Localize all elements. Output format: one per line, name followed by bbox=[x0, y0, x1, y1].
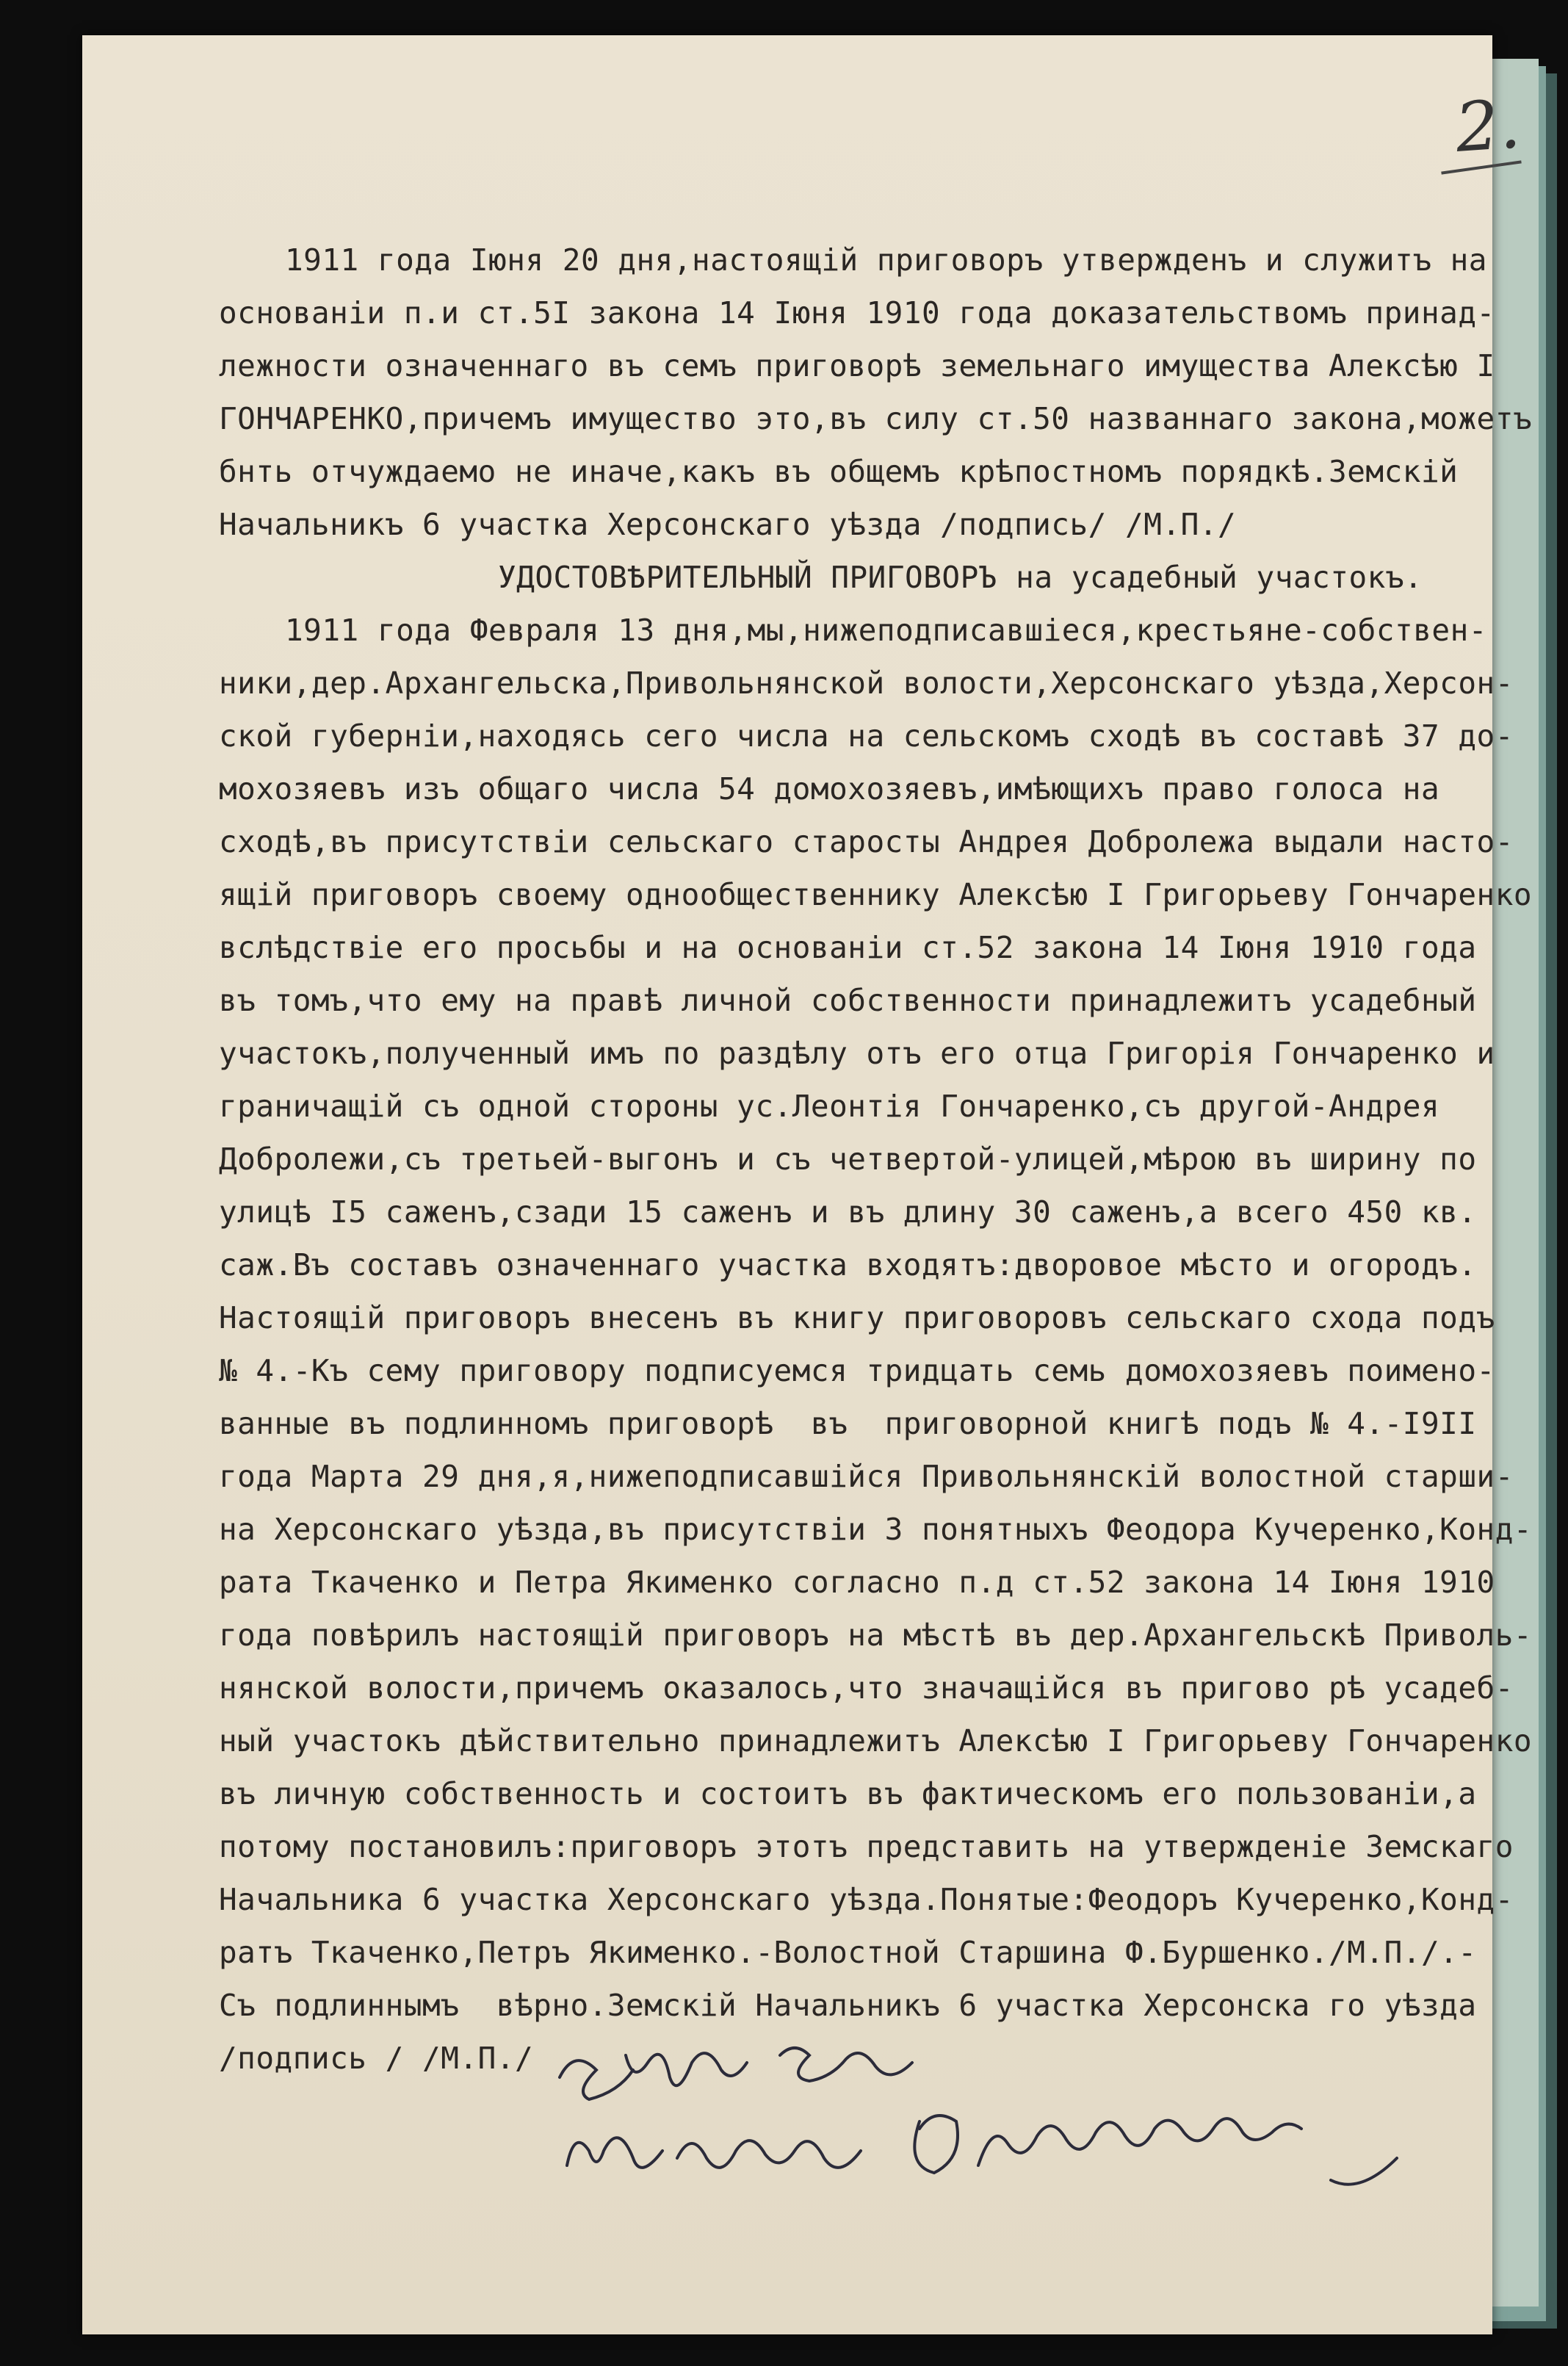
page-number: 2. bbox=[1453, 84, 1523, 167]
text-line: граничащiй съ одной стороны ус.Леонтiя Гончаренко,съ другой-Андрея bbox=[219, 1089, 1440, 1124]
text-line: улицѣ I5 саженъ,сзади 15 саженъ и въ длину 30 саженъ,а всего 450 кв. bbox=[219, 1194, 1477, 1230]
text-line: ГОНЧАРЕНКО,причемъ имущество это,въ силу ст.50 названнаго закона,можетъ bbox=[219, 401, 1533, 436]
text-line: въ томъ,что ему на правѣ личной собственности принадлежитъ усадебный bbox=[219, 983, 1477, 1018]
text-line: года повѣрилъ настоящiй приговоръ на мѣстѣ въ дер.Архангельскѣ Приволь- bbox=[219, 1617, 1533, 1653]
text-line: № 4.-Къ сему приговору подписуемся тридцать семь домохозяевъ поимено- bbox=[219, 1353, 1495, 1388]
text-line: ящiй приговоръ своему однообщественнику Алексѣю I Григорьеву Гончаренко bbox=[219, 877, 1533, 912]
text-line: лежности означеннаго въ семъ приговорѣ земельнаго имущества Алексѣю I bbox=[219, 348, 1495, 383]
text-line: основанiи п.и ст.5I закона 14 Iюня 1910 года доказательствомъ принад- bbox=[219, 295, 1495, 331]
text-line: участокъ,полученный имъ по раздѣлу отъ его отца Григорiя Гончаренко и bbox=[219, 1036, 1495, 1071]
text-line: вслѣдствiе его просьбы и на основанiи ст.52 закона 14 Iюня 1910 года bbox=[219, 930, 1477, 965]
text-line: 1911 года Февраля 13 дня,мы,нижеподписавшiеся,крестьяне-собствен- bbox=[285, 613, 1487, 648]
text-line: мохозяевъ изъ общаго числа 54 домохозяевъ,имѣющихъ право голоса на bbox=[219, 771, 1440, 807]
text-line: въ личную собственность и состоитъ въ фактическомъ его пользованiи,а bbox=[219, 1776, 1477, 1811]
text-line: ники,дер.Архангельска,Привольнянской волости,Херсонскаго уѣзда,Херсон- bbox=[219, 666, 1514, 701]
text-line: на Херсонскаго уѣзда,въ присутствiи 3 понятныхъ Феодора Кучеренко,Конд- bbox=[219, 1512, 1533, 1547]
text-line: потому постановилъ:приговоръ этотъ представить на утвержденiе Земскаго bbox=[219, 1829, 1514, 1864]
text-line: саж.Въ составъ означеннаго участка входятъ:дворовое мѣсто и огородъ. bbox=[219, 1247, 1477, 1283]
text-line: ный участокъ дѣйствительно принадлежитъ Алексѣю I Григорьеву Гончаренко bbox=[219, 1723, 1533, 1759]
text-line: бнть отчуждаемо не иначе,какъ въ общемъ крѣпостномъ порядкѣ.Земскiй bbox=[219, 454, 1459, 489]
handwritten-signature bbox=[538, 2011, 1492, 2232]
text-line: ванные въ подлинномъ приговорѣ въ приговорной книгѣ подъ № 4.-I9II bbox=[219, 1406, 1477, 1441]
text-line: Начальника 6 участка Херсонскаго уѣзда.Понятые:Феодоръ Кучеренко,Конд- bbox=[219, 1882, 1514, 1917]
text-line: Начальникъ 6 участка Херсонскаго уѣзда /подпись/ /М.П./ bbox=[219, 507, 1237, 542]
text-line: нянской волости,причемъ оказалось,что значащiйся въ пригово рѣ усадеб- bbox=[219, 1670, 1514, 1706]
document-page bbox=[82, 35, 1533, 2334]
text-line: /подпись / /М.П./ bbox=[219, 2041, 534, 2076]
text-line: 1911 года Iюня 20 дня,настоящiй приговоръ утвержденъ и служитъ на bbox=[285, 242, 1487, 278]
text-line: Настоящiй приговоръ внесенъ въ книгу приговоровъ сельскаго схода подъ bbox=[219, 1300, 1495, 1335]
text-line: Съ подлиннымъ вѣрно.Земскiй Начальникъ 6 участка Херсонска го уѣзда bbox=[219, 1988, 1477, 2023]
text-line: Добролежи,съ третьей-выгонъ и съ четвертой-улицей,мѣрою въ ширину по bbox=[219, 1141, 1477, 1177]
text-line: рата Ткаченко и Петра Якименко согласно п.д ст.52 закона 14 Iюня 1910 bbox=[219, 1565, 1495, 1600]
text-line: сходѣ,въ присутствiи сельскаго старосты Андрея Добролежа выдали насто- bbox=[219, 824, 1514, 859]
text-line: ской губернiи,находясь сего числа на сельскомъ сходѣ въ составѣ 37 до- bbox=[219, 718, 1514, 754]
text-line: ратъ Ткаченко,Петръ Якименко.-Волостной Старшина Ф.Буршенко./М.П./.- bbox=[219, 1935, 1477, 1970]
text-line: года Марта 29 дня,я,нижеподписавшiйся Привольнянскiй волостной старши- bbox=[219, 1459, 1514, 1494]
document-heading: УДОСТОВѢРИТЕЛЬНЫЙ ПРИГОВОРЪ на усадебный участокъ. bbox=[498, 560, 1423, 595]
